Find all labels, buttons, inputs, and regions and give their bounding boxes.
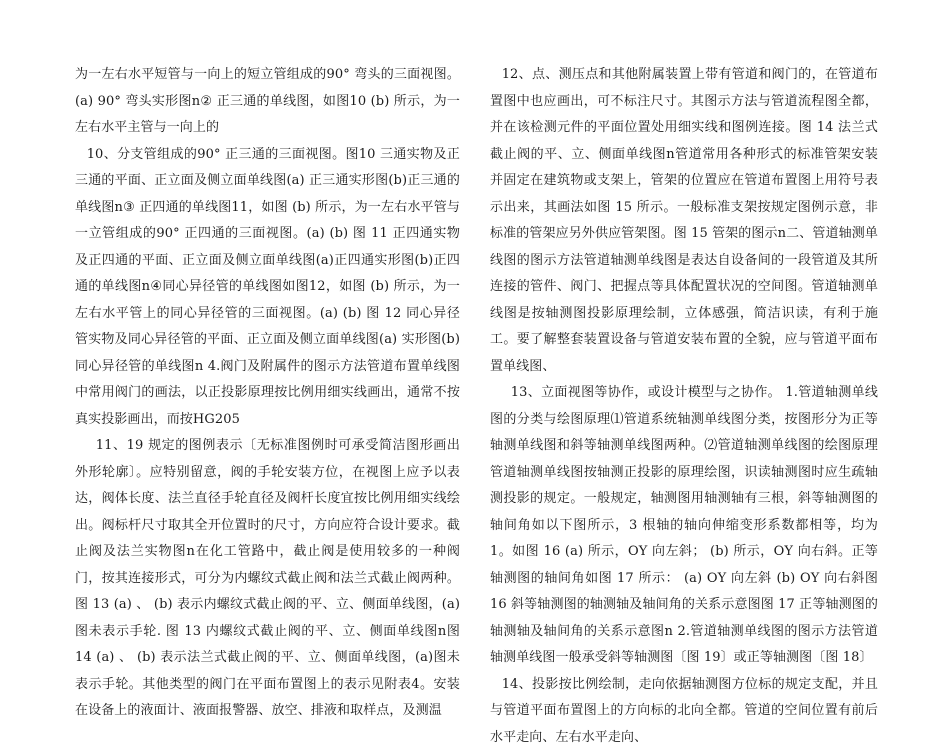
right-text-column	[490, 62, 878, 751]
paragraph: 12、点、测压点和其他附属装置上带有管道和阀门的，在管道布置图中也应画出，可不标注尺寸。其图示方法与管道流程图全都，并在该检测元件的平面位置处用细实线和图例连接。图 14 法兰式截止阀的平、立、侧面单线图n管道常用各种形式的标准管架安装并固定在建筑物或支架上，管架的位置应在管道布置图上用符号表示出来，其画法如图 15 所示。一般标准支架按规定图例示意，非标准的管架应另外供应管架图。图 15 管架的图示n二、管道轴测单线图的图示方法管道轴测单线图是表达自设备间的一段管道及其所连接的管件、阀门、把握点等具体配置状况的空间图。管道轴测单线图是按轴测图投影原理绘制，立体感强，简洁识读，有利于施工。要了解整套装置设备与管道安装布置的全貌，应与管道平面布置单线图、	[490, 62, 878, 380]
paragraph: 13、立面视图等协作，或设计模型与之协作。 1.管道轴测单线图的分类与绘图原理⑴管道系统轴测单线图分类，按图形分为正等轴测单线图和斜等轴测单线图两种。⑵管道轴测单线图的绘图原理管道轴测单线图按轴测正投影的原理绘图，识读轴测图时应生疏轴测投影的规定。一般规定，轴测图用轴测轴有三根，斜等轴测图的轴间角如以下图所示，3 根轴的轴向伸缩变形系数都相等，均为 1。如图 16 (a) 所示，OY 向左斜； (b) 所示，OY 向右斜。正等轴测图的轴间角如图 17 所示： (a) OY 向左斜 (b) OY 向右斜图 16 斜等轴测图的轴测轴及轴间角的关系示意图图 17 正等轴测图的轴测轴及轴间角的关系示意图n 2.管道轴测单线图的图示方法管道轴测单线图一般承受斜等轴测图〔图 19〕或正等轴测图〔图 18〕	[490, 380, 878, 672]
left-text-column	[75, 62, 460, 725]
paragraph: 14、投影按比例绘制，走向依据轴测图方位标的规定支配，并且与管道平面布置图上的方向标的北向全都。管道的空间位置有前后水平走向、左右水平走向、	[490, 672, 878, 751]
paragraph: 11、19 规定的图例表示〔无标准图例时可承受简洁图形画出外形轮廓〕。应特别留意，阀的手轮安装方位，在视图上应予以表达，阀体长度、法兰直径手轮直径及阀杆长度宜按比例用细实线绘出。阀标杆尺寸取其全开位置时的尺寸，方向应符合设计要求。截止阀及法兰实物图n在化工管路中，截止阀是使用较多的一种阀门，按其连接形式，可分为内螺纹式截止阀和法兰式截止阀两种。图 13 (a) 、 (b) 表示内螺纹式截止阀的平、立、侧面单线图，(a)图未表示手轮. 图 13 内螺纹式截止阀的平、立、侧面单线图n图 14 (a) 、 (b) 表示法兰式截止阀的平、立、侧面单线图，(a)图未表示手轮。其他类型的阀门在平面布置图上的表示见附表4。安装在设备上的液面计、液面报警器、放空、排液和取样点，及测温	[75, 433, 460, 725]
paragraph: 为一左右水平短管与一向上的短立管组成的90° 弯头的三面视图。(a) 90° 弯头实形图n② 正三通的单线图，如图10 (b) 所示，为一左右水平主管与一向上的	[75, 62, 460, 142]
paragraph: 10、分支管组成的90° 正三通的三面视图。图10 三通实物及正三通的平面、正立面及侧立面单线图(a) 正三通实形图(b)正三通的单线图n③ 正四通的单线图11，如图 (b) 所示，为一左右水平管与一立管组成的90° 正四通的三面视图。(a) (b) 图 11 正四通实物及正四通的平面、正立面及侧立面单线图(a)正四通实形图(b)正四通的单线图n④同心异径管的单线图如图12，如图 (b) 所示，为一左右水平管上的同心异径管的三面视图。(a) (b) 图 12 同心异径管实物及同心异径管的平面、正立面及侧立面单线图(a) 实形图(b)同心异径管的单线图n 4.阀门及附属件的图示方法管道布置单线图中常用阀门的画法，以正投影原理按比例用细实线画出，通常不按真实投影画出，而按HG205	[75, 142, 460, 434]
